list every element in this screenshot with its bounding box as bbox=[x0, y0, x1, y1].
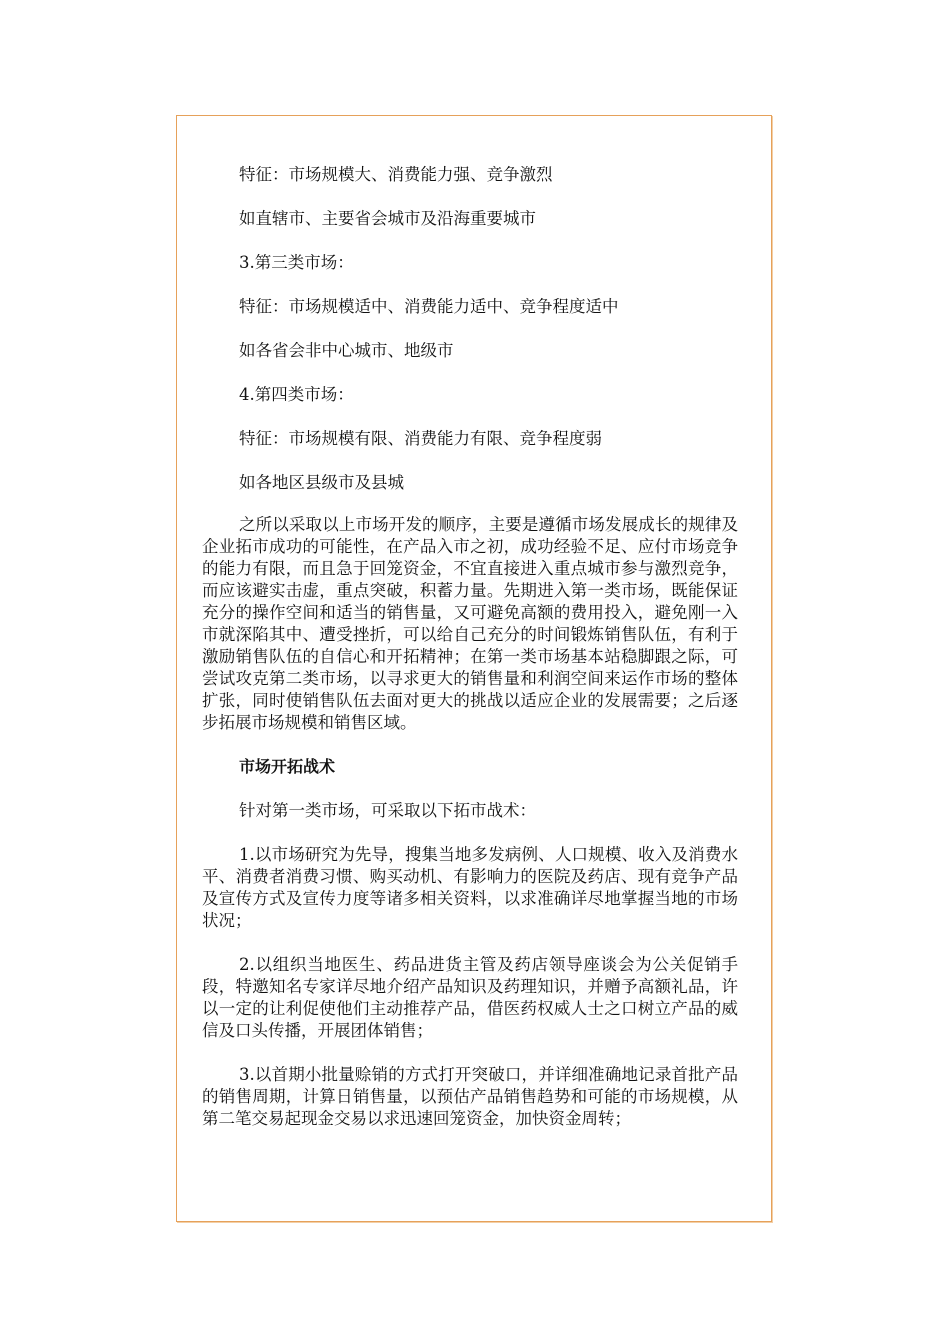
section-heading-tactics: 市场开拓战术 bbox=[239, 757, 336, 776]
line-feature-class4: 特征：市场规模有限、消费能力有限、竞争程度弱 bbox=[239, 429, 602, 448]
line-example-class4: 如各地区县级市及县城 bbox=[239, 473, 404, 492]
paragraph-development-order: 之所以采取以上市场开发的顺序，主要是遵循市场发展成长的规律及企业拓市成功的可能性，在产品入市之初，成功经验不足、应付市场竞争的能力有限，而且急于回笼资金，不宜直接进入重点城市参与激烈竞争，而应该避实击虚，重点突破，积蓄力量。先期进入第一类市场，既能保证充分的操作空间和适当的销售量，又可避免高额的费用投入，避免刚一入市就深陷其中、遭受挫折，可以给自己充分的时间锻炼销售队伍，有利于激励销售队伍的自信心和开拓精神；在第一类市场基本站稳脚跟之际，可尝试攻克第二类市场，以寻求更大的销售量和利润空间来运作市场的整体扩张，同时使销售队伍去面对更大的挑战以适应企业的发展需要；之后逐步拓展市场规模和销售区域。 bbox=[202, 515, 738, 732]
line-example-class2: 如直辖市、主要省会城市及沿海重要城市 bbox=[239, 209, 536, 228]
line-feature-class3: 特征：市场规模适中、消费能力适中、竞争程度适中 bbox=[239, 297, 619, 316]
line-example-class3: 如各省会非中心城市、地级市 bbox=[239, 341, 454, 360]
tactic-item-2: 2.以组织当地医生、药品进货主管及药店领导座谈会为公关促销手段，特邀知名专家详尽地介绍产品知识及药理知识，并赠予高额礼品，许以一定的让利促使他们主动推荐产品，借医药权威人士之口树立产品的威信及口头传播，开展团体销售； bbox=[202, 955, 738, 1040]
line-feature-class2: 特征：市场规模大、消费能力强、竞争激烈 bbox=[239, 165, 553, 184]
tactic-item-3: 3.以首期小批量赊销的方式打开突破口，并详细准确地记录首批产品的销售周期，计算日销售量，以预估产品销售趋势和可能的市场规模，从第二笔交易起现金交易以求迅速回笼资金，加快资金周转； bbox=[202, 1065, 738, 1128]
heading-class3: 3.第三类市场： bbox=[239, 253, 354, 272]
tactics-intro: 针对第一类市场，可采取以下拓市战术： bbox=[239, 801, 536, 820]
heading-class4: 4.第四类市场： bbox=[239, 385, 354, 404]
tactic-item-1: 1.以市场研究为先导，搜集当地多发病例、人口规模、收入及消费水平、消费者消费习惯、购买动机、有影响力的医院及药店、现有竞争产品及宣传方式及宣传力度等诸多相关资料，以求准确详尽地掌握当地的市场状况； bbox=[202, 845, 738, 930]
document-body bbox=[202, 160, 738, 1130]
